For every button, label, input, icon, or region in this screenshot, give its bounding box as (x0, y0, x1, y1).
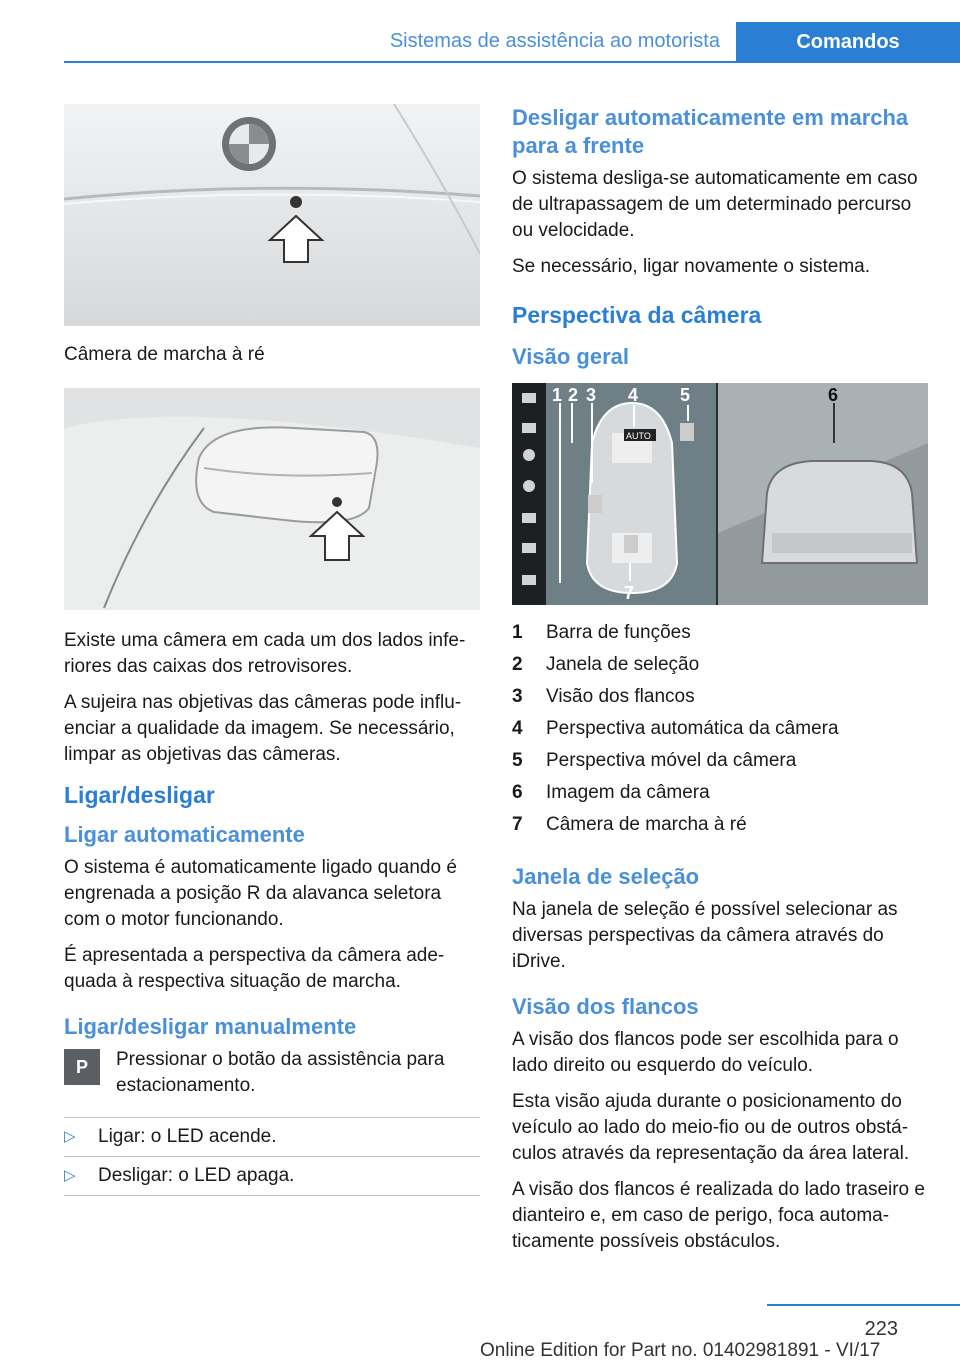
legend-text: Barra de funções (546, 622, 691, 643)
parking-button-row (64, 1047, 480, 1099)
heading-desligar-automaticamente: Desligar automaticamente em marcha para a frente (512, 105, 909, 158)
heading-ligar-automaticamente: Ligar automaticamente (64, 822, 305, 847)
mirror-camera-photo (64, 388, 480, 610)
legend-number: 3 (512, 686, 523, 707)
list-item (64, 1156, 480, 1196)
paragraph-flank-view-positioning: Esta visão ajuda durante o posicionamento do veículo ao lado do meio-fio ou de outros obstá-culos através da representação da área lateral. (512, 1091, 910, 1164)
legend-text: Janela de seleção (546, 654, 700, 675)
legend-item (512, 777, 928, 809)
legend-number: 1 (512, 622, 523, 643)
bullet-text: Ligar: o LED acende. (98, 1126, 277, 1147)
left-column (64, 104, 480, 1196)
legend-text: Imagem da câmera (546, 782, 710, 803)
paragraph-lower-cameras: Existe uma câmera em cada um dos lados infe-riores das caixas dos retrovisores. (64, 630, 466, 677)
parking-assist-button-icon: P (64, 1049, 100, 1085)
edition-footer: Online Edition for Part no. 01402981891 - VI/17 (480, 1340, 881, 1361)
legend-item (512, 681, 928, 713)
screen-label-4: 4 (628, 385, 639, 405)
legend-number: 2 (512, 654, 523, 675)
paragraph-lens-dirt: A sujeira nas objetivas das câmeras pode influ-enciar a qualidade da imagem. Se necessário, limpar as objetivas das câmeras. (64, 692, 462, 765)
footer-rule (767, 1304, 960, 1306)
header-rule (64, 61, 960, 63)
triangle-bullet-icon: ▷ (64, 1167, 76, 1184)
screen-label-6: 6 (828, 385, 839, 405)
legend-number: 5 (512, 750, 523, 771)
paragraph-flank-view-side: A visão dos flancos pode ser escolhida para o lado direito ou esquerdo do veículo. (512, 1029, 899, 1076)
header-tab-comandos: Comandos (736, 22, 960, 63)
legend-text: Perspectiva automática da câmera (546, 718, 839, 739)
heading-ligar-manualmente: Ligar/desligar manualmente (64, 1014, 357, 1039)
legend-item (512, 649, 928, 681)
legend-item (512, 617, 928, 649)
paragraph-auto-off: O sistema desliga-se automaticamente em caso de ultrapassagem de um determinado percurso ou velocidade. (512, 168, 918, 241)
legend-number: 6 (512, 782, 523, 803)
legend-text: Perspectiva móvel da câmera (546, 750, 797, 771)
legend-item (512, 745, 928, 777)
bullet-text: Desligar: o LED apaga. (98, 1165, 295, 1186)
paragraph-flank-view-obstacles: A visão dos flancos é realizada do lado traseiro e dianteiro e, em caso de perigo, foca automa-ticamente possíveis obstáculos. (512, 1179, 925, 1252)
header-section-title: Sistemas de assistência ao motorista (389, 30, 720, 52)
rear-camera-caption: Câmera de marcha à ré (64, 344, 265, 365)
rear-camera-photo (64, 104, 480, 326)
heading-janela-selecao: Janela de seleção (512, 864, 700, 889)
led-bullet-list (64, 1117, 480, 1196)
legend-list (512, 617, 928, 841)
list-item (64, 1117, 480, 1156)
screen-label-7: 7 (624, 583, 635, 603)
legend-item (512, 713, 928, 745)
page-number: 223 (864, 1318, 898, 1340)
legend-text: Visão dos flancos (546, 686, 695, 707)
heading-perspectiva: Perspectiva da câmera (512, 302, 762, 328)
legend-text: Câmera de marcha à ré (546, 814, 747, 835)
legend-item (512, 809, 928, 841)
heading-visao-geral: Visão geral (512, 344, 629, 369)
screen-label-3: 3 (586, 385, 597, 405)
heading-visao-flancos: Visão dos flancos (512, 994, 699, 1019)
paragraph-perspective: É apresentada a perspectiva da câmera ade-quada à respectiva situação de marcha. (64, 945, 445, 992)
screen-label-2: 2 (568, 385, 579, 405)
paragraph-selection-window: Na janela de seleção é possível selecionar as diversas perspectivas da câmera através do iDrive. (512, 899, 898, 972)
screen-label-1: 1 (552, 385, 563, 405)
legend-number: 7 (512, 814, 523, 835)
screen-label-5: 5 (680, 385, 691, 405)
legend-number: 4 (512, 718, 523, 739)
paragraph-auto-on: O sistema é automaticamente ligado quando é engrenada a posição R da alavanca seletora com o motor funcionando. (64, 857, 457, 930)
paragraph-turn-on-again: Se necessário, ligar novamente o sistema. (512, 256, 871, 277)
parking-button-text: Pressionar o botão da assistência para estacionamento. (116, 1049, 445, 1096)
camera-display-screenshot (512, 383, 928, 605)
auto-label: AUTO (626, 431, 651, 441)
heading-ligar-desligar: Ligar/desligar (64, 782, 215, 808)
triangle-bullet-icon: ▷ (64, 1128, 76, 1145)
right-column (512, 104, 928, 1265)
